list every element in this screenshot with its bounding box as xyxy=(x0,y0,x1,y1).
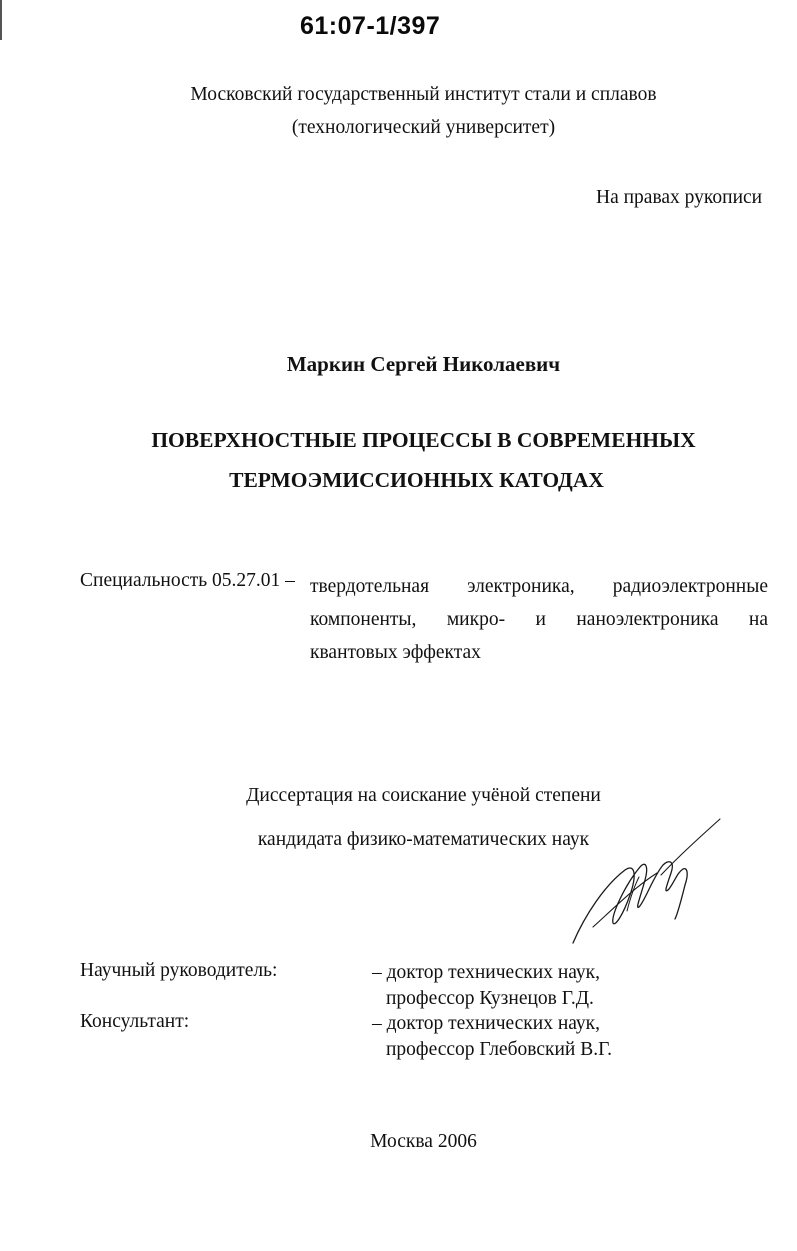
consultant-name: профессор Глебовский В.Г. xyxy=(386,1039,613,1060)
specialty-line-1 xyxy=(310,570,768,603)
specialty-word: и xyxy=(535,609,546,630)
manuscript-rights: На правах рукописи xyxy=(596,187,763,208)
specialty-word: на xyxy=(748,609,768,630)
specialty-label: Специальность 05.27.01 – xyxy=(80,570,295,591)
degree-line-1: Диссертация на соискание учёной степени xyxy=(246,785,601,806)
specialty-word: компоненты, xyxy=(310,609,417,630)
specialty-line-3 xyxy=(310,636,768,669)
dissertation-title-line-1: ПОВЕРХНОСТНЫЕ ПРОЦЕССЫ В СОВРЕМЕННЫХ xyxy=(151,428,696,452)
supervisor-details xyxy=(372,960,600,1012)
consultant-degree: – доктор технических наук, xyxy=(372,1013,601,1034)
institute-name: Московский государственный институт стали и сплавов xyxy=(190,84,657,105)
specialty-word: квантовых эффектах xyxy=(310,642,481,663)
specialty-line-2 xyxy=(310,603,768,636)
supervisor-label: Научный руководитель: xyxy=(80,960,278,981)
city-year: Москва 2006 xyxy=(370,1131,477,1152)
dissertation-title-line-2: ТЕРМОЭМИССИОННЫХ КАТОДАХ xyxy=(229,468,604,492)
consultant-label: Консультант: xyxy=(80,1011,190,1032)
specialty-word: наноэлектроника xyxy=(576,609,719,630)
author-name: Маркин Сергей Николаевич xyxy=(286,352,561,376)
scan-edge-mark xyxy=(0,0,2,40)
consultant-details xyxy=(372,1011,612,1063)
archive-code: 61:07-1/397 xyxy=(300,12,441,40)
institute-subtitle: (технологический университет) xyxy=(291,117,556,138)
supervisor-name: профессор Кузнецов Г.Д. xyxy=(386,988,594,1009)
specialty-word: радиоэлектронные xyxy=(612,576,768,597)
specialty-word: твердотельная xyxy=(310,576,430,597)
degree-line-2: кандидата физико-математических наук xyxy=(257,829,590,850)
specialty-description xyxy=(310,570,768,669)
specialty-word: микро- xyxy=(446,609,506,630)
handwritten-signature xyxy=(565,815,725,950)
specialty-word: электроника, xyxy=(467,576,575,597)
supervisor-degree: – доктор технических наук, xyxy=(372,962,601,983)
